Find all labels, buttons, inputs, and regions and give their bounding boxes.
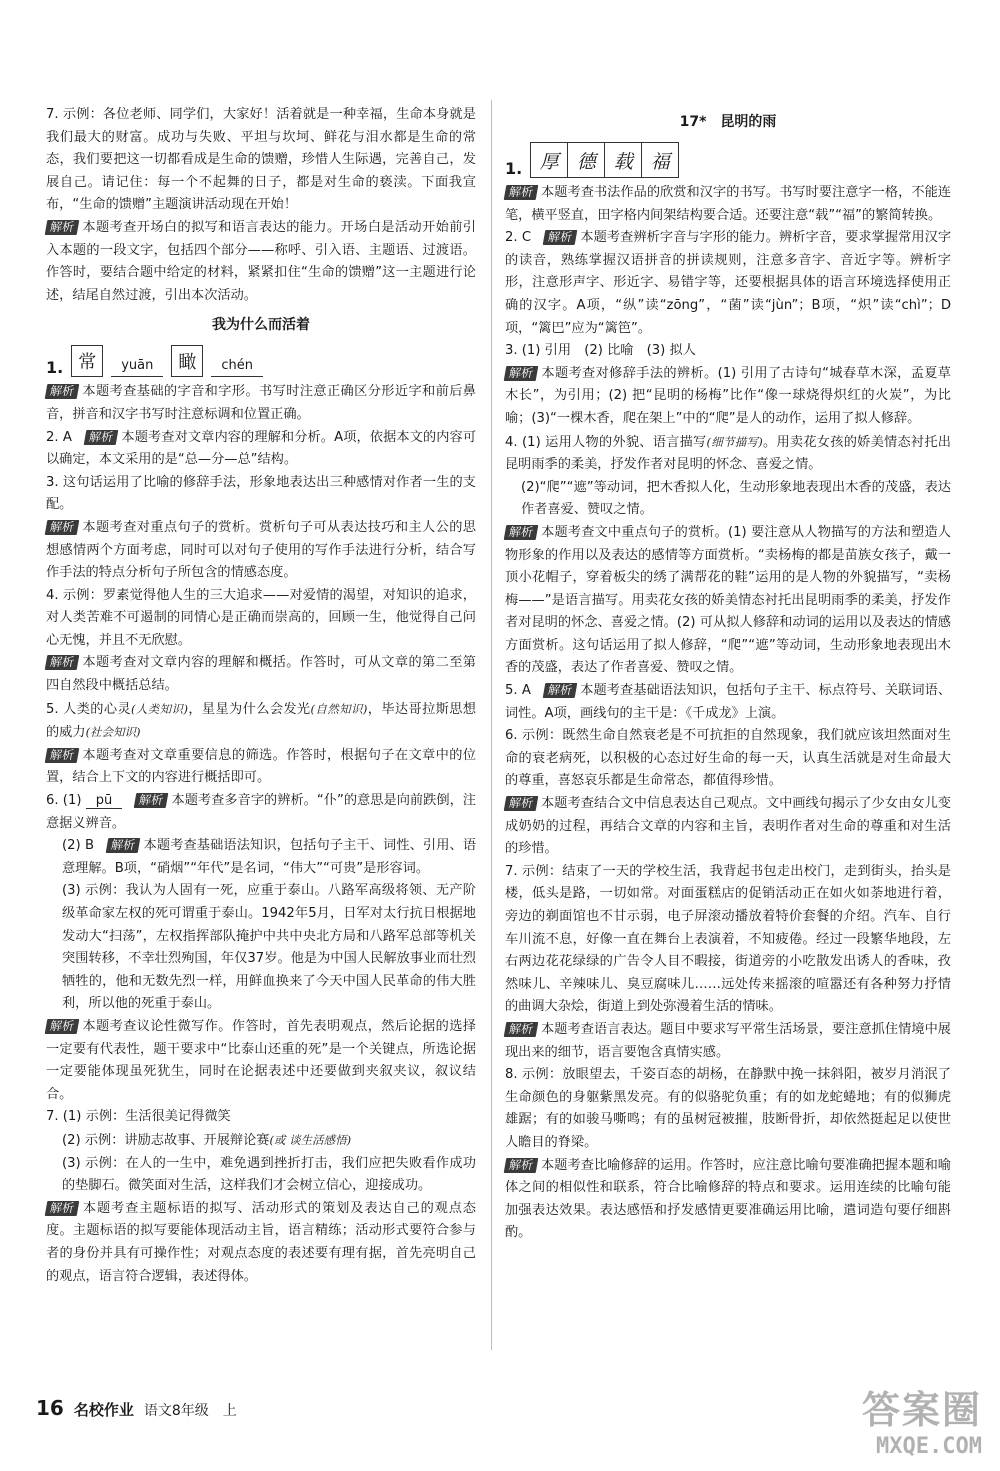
char-box: 常	[71, 345, 103, 377]
grid-char: 德	[568, 143, 605, 177]
answer-6-1: 6. (1) pū 解析 本题考查多音字的辨析。“仆”的意思是向前跌倒，注意据义辨音。	[46, 793, 476, 831]
grid-char: 厚	[531, 143, 568, 177]
analysis-tag: 解析	[45, 220, 80, 235]
analysis-r4: 解析 本题考查文中重点句子的赏析。(1) 要注意从人物描写的方法和塑造人物形象的作用以及表达的感情等方面赏析。“卖杨梅的都是苗族女孩子，戴一顶小花帽子，穿着板尖的绣了满帮花的鞋”运用的是人物的外貌描写，“卖杨梅——”是语言描写。用卖花女孩的娇美情态衬托出昆明雨季的柔美，抒发作者对昆明的怀念、喜爱之情。(2) 可从拟人修辞和动词的运用以及表达的情感方面赏析。这句话运用了拟人修辞，“爬”“遮”等动词，生动形象地表现出木香的茂盛，表达了作者喜爱、赞叹之情。	[505, 524, 951, 676]
analysis-1: 解析 本题考查基础的字音和字形。书写时注意正确区分形近字和前后鼻音，拼音和汉字书写时注意标调和位置正确。	[46, 384, 476, 422]
analysis-5: 解析 本题考查对文章重要信息的筛选。作答时，根据句子在文章中的位置，结合上下文的内容进行概括即可。	[46, 747, 476, 786]
analysis-7b: 解析 本题考查主题标语的拟写、活动形式的策划及表达自己的观点态度。主题标语的拟写要能体现活动主旨，语言精练；活动形式要符合参与者的身份并具有可操作性；对观点态度的表述要有理有据，首先亮明自己的观点，语言符合逻辑，表述得体。	[46, 1200, 476, 1284]
answer-r3: 3. (1) 引用 (2) 比喻 (3) 拟人	[505, 343, 696, 359]
answer-7-2: (2) 示例：讲励志故事、开展辩论赛(或 谈生活感悟)	[62, 1132, 352, 1148]
answer-r4-2: (2)“爬”“遮”等动词，把木香拟人化，生动形象地表现出木香的茂盛，表达作者喜爱、赞叹之情。	[521, 479, 951, 518]
char-box: 瞰	[171, 345, 203, 377]
watermark-url: MXQE.COM	[876, 1434, 982, 1459]
answer-6-2: (2) B 解析 本题考查基础语法知识，包括句子主干、词性、引用、语意理解。B项，“硝烟”“年代”是名词，“伟大”“可贵”是形容词。	[62, 838, 477, 876]
section-title-kunming-rain: 17* 昆明的雨	[679, 114, 777, 130]
analysis-3: 解析 本题考查对重点句子的赏析。赏析句子可从表达技巧和主人公的思想感情两个方面考虑，同时可以对句子使用的写作手法进行分析，结合写作手法的特点分析句子所包含的情感态度。	[46, 519, 476, 581]
question-number: 1.	[46, 358, 64, 378]
analysis-r8: 解析 本题考查比喻修辞的运用。作答时，应注意比喻句要准确把握本题和喻体之间的相似性和联系，符合比喻修辞的特点和要求。运用连续的比喻句能加强表达效果。表达感悟和抒发感情更要准确运用比喻，遣词造句要仔细斟酌。	[505, 1157, 951, 1241]
analysis-7: 解析 本题考查开场白的拟写和语言表达的能力。开场白是活动开始前引入本题的一段文字，包括四个部分——称呼、引入语、主题语、过渡语。作答时，要结合题中给定的材料，紧紧扣住“生命的馈赠”这一主题进行论述，结尾自然过渡，引出本次活动。	[46, 219, 476, 303]
answer-r5: 5. A 解析 本题考查基础语法知识，包括句子主干、标点符号、关联词语、词性。A项，画线句的主干是：《千成龙》上演。	[505, 683, 952, 721]
subject-label: 语文8年级 上	[143, 1403, 237, 1419]
book-title: 名校作业	[73, 1401, 134, 1419]
answer-r8: 8. 示例：放眼望去，千姿百态的胡杨，在静默中挽一抹斜阳，被岁月消泯了生命颜色的身躯紫黑发亮。有的似骆驼负重；有的如龙蛇蜷地；有的似狮虎雄踞；有的如骏马嘶鸣；有的虽树冠被摧，肢断骨折，却依然挺起足以使世人瞻目的脊梁。	[505, 1067, 951, 1150]
page-number: 16	[36, 1396, 64, 1420]
page-footer	[36, 1396, 237, 1420]
question-number: 1.	[505, 159, 523, 178]
answer-1-grid	[505, 142, 951, 178]
answer-7-3: (3) 示例：在人的一生中，难免遇到挫折打击，我们应把失败看作成功的垫脚石。微笑面对生活，这样我们才会树立信心，迎接成功。	[62, 1155, 476, 1194]
watermark-logo: 答案圈	[861, 1388, 982, 1432]
answer-3: 3. 这句话运用了比喻的修辞手法，形象地表达出三种感情对作者一生的支配。	[46, 474, 476, 513]
answer-6-3: (3) 示例：我认为人固有一死，应重于泰山。八路军高级将领、无产阶级革命家左权的死可谓重于泰山。1942年5月，日军对太行抗日根据地发动大“扫荡”，左权指挥部队掩护中共中央北方局和八路军总部等机关突围转移，不幸壮烈殉国，年仅37岁。他是为中国人民解放事业而壮烈牺牲的，他和无数先烈一样，用鲜血换来了今天中国人民革命的伟大胜利，所以他的死重于泰山。	[62, 883, 476, 1012]
answer-7-1: 7. (1) 示例：生活很美记得微笑	[46, 1109, 231, 1125]
answer-5: 5. 人类的心灵(人类知识)，星星为什么会发光(自然知识)，毕达哥拉斯思想的威力(社会知识)	[46, 701, 476, 741]
answer-r6: 6. 示例：既然生命自然衰老是不可抗拒的自然现象，我们就应该坦然面对生命的衰老病死，以积极的心态过好生命的每一天，认真生活就是对生命最大的尊重，喜怒哀乐都是生命常态，都值得珍惜。	[505, 728, 951, 789]
answer-7: 7. 示例：各位老师、同学们，大家好！活着就是一种幸福，生命本身就是我们最大的财富。成功与失败、平坦与坎坷、鲜花与泪水都是生命的常态，我们要把这一切都看成是生命的馈赠，珍惜人生际遇，完善自己，发展自己。请记住：每一个不起舞的日子，都是对生命的亵渎。下面我宣布，“生命的馈赠”主题演讲活动现在开始！	[46, 107, 476, 213]
answer-1-boxes	[46, 345, 476, 377]
analysis-r6: 解析 本题考查结合文中信息表达自己观点。文中画线句揭示了少女由女儿变成奶奶的过程，再结合文章的内容和主旨，表明作者对生命的尊重和对生活的珍惜。	[505, 796, 951, 857]
analysis-6: 解析 本题考查议论性微写作。作答时，首先表明观点，然后论据的选择一定要有代表性，题干要求中“比泰山还重的死”是一个关键点，所选论据一定要能体现虽死犹生，同时在论据表述中还要做到夹叙夹议，叙议结合。	[46, 1018, 476, 1102]
analysis-r1: 解析 本题考查书法作品的欣赏和汉字的书写。书写时要注意字一格，不能连笔，横平竖直，田字格内间架结构要合适。还要注意“载”“福”的繁简转换。	[505, 185, 951, 223]
calligraphy-grid	[530, 142, 679, 178]
grid-char: 载	[605, 143, 642, 177]
column-divider	[491, 100, 492, 1350]
analysis-r7: 解析 本题考查语言表达。题目中要求写平常生活场景，要注意抓住情境中展现出来的细节，语言要饱含真情实感。	[505, 1021, 951, 1060]
section-title-why-i-live: 我为什么而活着	[212, 317, 310, 334]
right-column	[505, 104, 951, 1245]
answer-r7: 7. 示例：结束了一天的学校生活，我背起书包走出校门，走到街头，抬头是楼，低头是路，一切如常。对面蛋糕店的促销活动正在如火如荼地进行着，旁边的剃面馆也不甘示弱，电子屏滚动播放着特价套餐的介绍。汽车、自行车川流不息，好像一直在舞台上表演着，不知疲倦。经过一段繁华地段，左右两边花花绿绿的广告令人目不暇接，街道旁的小吃散发出诱人的香味，孜然味儿、辛辣味儿、臭豆腐味儿……远处传来摇滚的喧嚣还有各种努力抒情的曲调大杂烩，街道上到处弥漫着生活的情味。	[505, 863, 951, 1015]
left-column	[46, 104, 476, 1288]
pinyin-line: chén	[211, 356, 263, 377]
analysis-r3: 解析 本题考查对修辞手法的辨析。(1) 引用了古诗句“城春草木深，孟夏草木长”，为引用；(2) 把“昆明的杨梅”比作“像一球烧得炽红的火炭”，为比喻；(3)“一棵木香，爬在架上”中的“爬”是人的动作，运用了拟人修辞。	[505, 365, 951, 426]
grid-char: 福	[650, 150, 670, 173]
analysis-4: 解析 本题考查对文章内容的理解和概括。作答时，可从文章的第二至第四自然段中概括总结。	[46, 655, 476, 694]
answer-2: 2. A 解析 本题考查对文章内容的理解和分析。A项，依据本文的内容可以确定，本文采用的是“总—分—总”结构。	[46, 429, 477, 468]
pinyin-line: yuān	[111, 356, 163, 377]
answer-4: 4. 示例：罗素觉得他人生的三大追求——对爱情的渴望，对知识的追求，对人类苦难不可遏制的同情心是正确而崇高的，回顾一生，他觉得自己问心无愧，并且不无欣慰。	[46, 587, 476, 648]
watermark	[862, 1379, 982, 1459]
answer-r4-1: 4. (1) 运用人物的外貌、语言描写(细节描写)。用卖花女孩的娇美情态衬托出昆明雨季的柔美，抒发作者对昆明的怀念、喜爱之情。	[505, 434, 951, 473]
answer-r2: 2. C 解析 本题考查辨析字音与字形的能力。辨析字音，要求掌握常用汉字的读音，熟练掌握汉语拼音的拼读规则，注意多音字、音近字等。辨析字形，注意形声字、形近字、易错字等，还要根据具体的语言环境选择使用正确的汉字。A项，“纵”读“zōng”，“菌”读“jùn”；B项，“炽”读“chì”；D项，“篱巴”应为“篱笆”。	[505, 230, 952, 336]
